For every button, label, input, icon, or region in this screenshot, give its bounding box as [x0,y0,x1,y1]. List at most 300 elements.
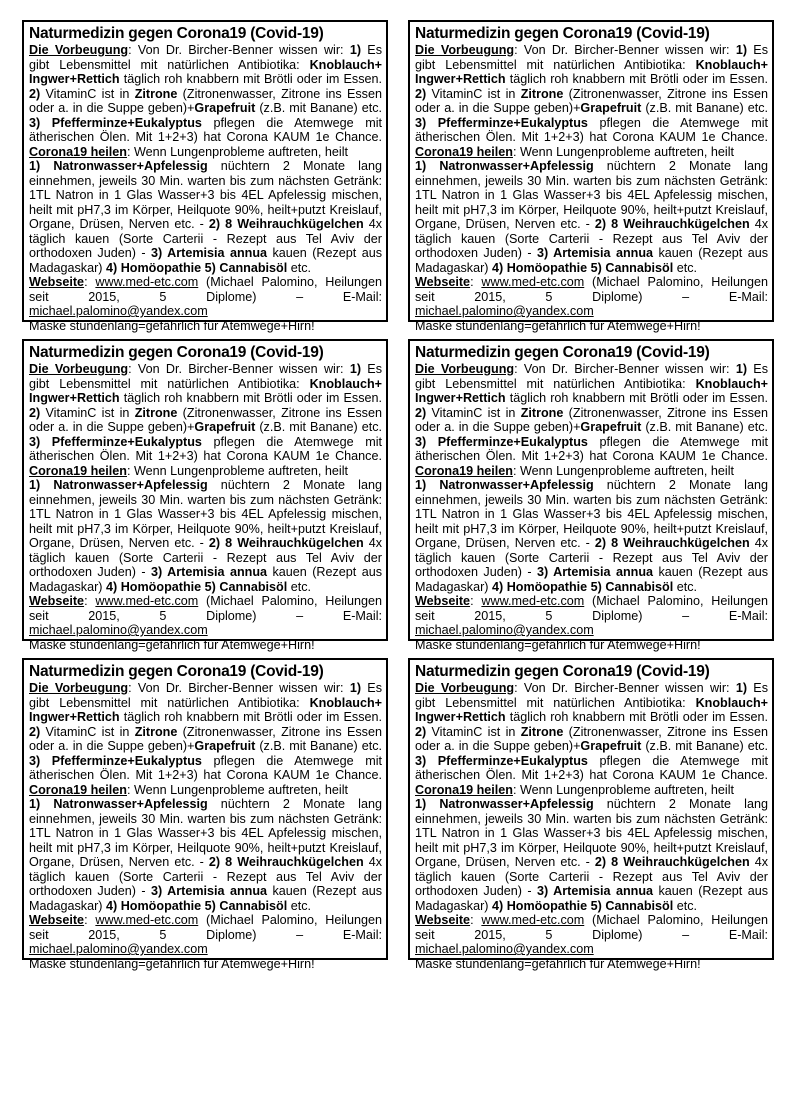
text-run: Zitrone [520,724,564,739]
flyer-line [29,754,382,769]
text-run: 4) Homöopathie 5) Cannabisöl [106,579,288,594]
flyer-line [29,290,382,319]
text-run: 2) 8 Weihrauchkügelchen [208,855,364,869]
flyer-line [29,638,382,653]
text-run: orthodoxen Juden) - [29,565,151,579]
text-run: 4x [363,536,383,550]
text-run: Ingwer+Rettich [29,72,120,86]
text-run: Madagaskar) [415,260,492,275]
text-run: etc. [287,260,312,275]
flyer-line [415,232,768,247]
flyer-line [415,855,768,870]
text-run: oder a. in die Suppe geben)+ [415,101,581,115]
flyer-line [29,246,382,261]
flyer-line [415,681,768,696]
flyer-line [415,638,768,653]
text-run: pflegen die Atemwege mit [587,115,768,130]
text-run: gibt Lebensmittel mit natürlichen Antibiotika: [415,695,696,710]
text-run: 4) Homöopathie 5) Cannabisöl [106,260,288,275]
flyer-line [29,536,382,551]
text-run: (z.B. mit Banane) etc. [641,420,768,434]
text-run: 3) Pfefferminze+Eukalyptus [29,434,202,449]
text-run: Zitrone [134,405,178,420]
flyer-line [415,565,768,580]
flyer-line [29,188,382,203]
flyer-line [415,464,768,479]
flyer-line [29,449,382,464]
flyer-line [29,899,382,914]
text-run: Ingwer+Rettich [415,391,506,405]
flyer-line [415,145,768,160]
text-run: ätherischen Ölen. Mit 1+2+3) hat Corona KAUM 1e Chance. [29,449,382,463]
flyer-line [29,87,382,102]
text-run: Zitrone [520,86,564,101]
text-run: Madagaskar) [29,898,106,913]
text-run: 1) Natronwasser+Apfelessig [415,159,594,173]
text-run: Maske stundenlang=gefährlich für Atemwege+Hirn! [415,318,701,333]
text-run: seit 2015, 5 Diplome) – E-Mail: [29,289,382,304]
text-run: 2) [29,724,41,739]
website-link[interactable]: www.med-etc.com [481,913,585,927]
text-run: : Von Dr. Bircher-Benner wissen wir: [514,681,736,695]
text-run: 1TL Natron in 1 Glas Wasser+3 bis 4EL Apfelessig mischen, [29,507,382,521]
flyer-line [29,362,382,377]
text-run: Zitrone [520,405,564,420]
email-link[interactable]: michael.palomino@yandex.com [29,304,208,318]
text-run: 2) [415,405,427,420]
flyer-card [22,658,388,971]
email-link[interactable]: michael.palomino@yandex.com [415,623,594,637]
text-run: 1TL Natron in 1 Glas Wasser+3 bis 4EL Apfelessig mischen, [415,826,768,840]
flyer-line [29,507,382,522]
text-run: ätherischen Ölen. Mit 1+2+3) hat Corona KAUM 1e Chance. [415,130,768,144]
text-run: oder a. in die Suppe geben)+ [29,420,195,434]
text-run: Organe, Drüsen, Nerven etc. - [415,855,595,869]
text-run: kauen (Rezept aus [267,565,383,579]
text-run: 4x [749,536,769,550]
flyer-line [415,754,768,769]
text-run: : Von Dr. Bircher-Benner wissen wir: [514,43,736,57]
text-run: pflegen die Atemwege mit [587,753,768,768]
website-link[interactable]: www.med-etc.com [95,913,199,927]
text-run: oder a. in die Suppe geben)+ [29,101,195,115]
text-run: seit 2015, 5 Diplome) – E-Mail: [415,289,768,304]
flyer-line [415,884,768,899]
flyer-line [415,957,768,972]
text-run: Maske stundenlang=gefährlich für Atemwege+Hirn! [415,956,701,971]
text-run: 1TL Natron in 1 Glas Wasser+3 bis 4EL Apfelessig mischen, [415,507,768,521]
flyer-line [29,870,382,885]
flyer-line [415,391,768,406]
text-run: Webseite [415,275,471,289]
text-run: kauen (Rezept aus [267,246,383,260]
flyer-line [415,768,768,783]
flyer-line [29,493,382,508]
text-run: : [470,275,482,289]
flyer-line [29,710,382,725]
flyer-title: Naturmedizin gegen Corona19 (Covid-19) [29,344,324,361]
text-run: Madagaskar) [415,579,492,594]
flyer-line [415,797,768,812]
text-run: nüchtern 2 Monate lang [593,478,768,492]
flyer-line [29,928,382,957]
text-run: täglich kauen (Sorte Carterii - Rezept aus Tel Aviv der [415,869,768,884]
text-run: (Michael Palomino, Heilungen [584,594,768,608]
text-run: einnehmen, jeweils 30 Min. warten bis zum nächsten Getränk: [415,492,768,507]
flyer-line [29,594,382,609]
flyer-line [415,246,768,261]
flyer-line [29,159,382,174]
flyer-line [415,290,768,319]
flyer-line [415,203,768,218]
text-run: heilt mit pH7,3 im Körper, Heilquote 90%, heilt+putzt Kreislauf, [415,840,768,855]
flyer-line [29,551,382,566]
text-run: 1) Natronwasser+Apfelessig [29,478,208,492]
text-run: einnehmen, jeweils 30 Min. warten bis zum nächsten Getränk: [415,811,768,826]
flyer-line [415,116,768,131]
text-run: 3) Pfefferminze+Eukalyptus [29,753,202,768]
email-link[interactable]: michael.palomino@yandex.com [29,942,208,956]
flyer-line [415,87,768,102]
text-run: 3) Pfefferminze+Eukalyptus [29,115,202,130]
flyer-line [415,188,768,203]
text-run: 3) Pfefferminze+Eukalyptus [415,753,588,768]
flyer-line [29,174,382,189]
text-run: kauen (Rezept aus [653,884,769,898]
text-run: 4x [363,217,383,231]
text-run: 1TL Natron in 1 Glas Wasser+3 bis 4EL Apfelessig mischen, [29,826,382,840]
text-run: Maske stundenlang=gefährlich für Atemwege+Hirn! [415,637,701,652]
text-run: seit 2015, 5 Diplome) – E-Mail: [29,927,382,942]
text-run: : Wenn Lungenprobleme auftreten, heilt [512,782,734,797]
text-run: täglich kauen (Sorte Carterii - Rezept aus Tel Aviv der [415,231,768,246]
flyer-line [415,435,768,450]
flyer-title: Naturmedizin gegen Corona19 (Covid-19) [415,663,710,680]
text-run: Grapefruit [580,420,642,434]
flyer-line [415,101,768,116]
flyer-line [29,261,382,276]
flyer-line [29,406,382,421]
flyer-line [29,275,382,290]
text-run: täglich kauen (Sorte Carterii - Rezept aus Tel Aviv der [415,550,768,565]
text-run: Knoblauch+ [309,57,382,72]
flyer-line [415,507,768,522]
flyer-line [29,420,382,435]
flyer-line [29,72,382,87]
text-run: 1) [735,43,748,57]
text-run: VitaminC ist in [40,724,135,739]
text-run: (z.B. mit Banane) etc. [641,739,768,753]
text-run: Madagaskar) [29,579,106,594]
text-run: 3) Pfefferminze+Eukalyptus [415,434,588,449]
text-run: gibt Lebensmittel mit natürlichen Antibiotika: [29,57,310,72]
flyer-line [415,536,768,551]
text-run: 1) Natronwasser+Apfelessig [415,797,594,811]
text-run: pflegen die Atemwege mit [201,753,382,768]
website-link[interactable]: www.med-etc.com [95,275,199,289]
text-run: (Michael Palomino, Heilungen [198,275,382,289]
flyer-line [29,232,382,247]
text-run: ätherischen Ölen. Mit 1+2+3) hat Corona KAUM 1e Chance. [415,768,768,782]
text-run: täglich kauen (Sorte Carterii - Rezept aus Tel Aviv der [29,869,382,884]
text-run: Maske stundenlang=gefährlich für Atemwege+Hirn! [29,956,315,971]
text-run: einnehmen, jeweils 30 Min. warten bis zum nächsten Getränk: [415,173,768,188]
text-run: (Michael Palomino, Heilungen [198,913,382,927]
website-link[interactable]: www.med-etc.com [481,594,585,608]
text-run: täglich roh knabbern mit Brötli oder im Essen. [119,710,382,724]
text-run: seit 2015, 5 Diplome) – E-Mail: [415,927,768,942]
text-run: nüchtern 2 Monate lang [593,797,768,811]
text-run: 2) 8 Weihrauchkügelchen [594,855,750,869]
text-run: VitaminC ist in [40,86,135,101]
text-run: gibt Lebensmittel mit natürlichen Antibiotika: [415,376,696,391]
text-run: nüchtern 2 Monate lang [207,478,382,492]
text-run: Webseite [29,594,85,608]
text-run: etc. [673,898,698,913]
text-run: 2) [415,86,427,101]
text-run: Es [747,362,768,376]
text-run: täglich kauen (Sorte Carterii - Rezept aus Tel Aviv der [29,231,382,246]
flyer-line [415,261,768,276]
text-run: einnehmen, jeweils 30 Min. warten bis zum nächsten Getränk: [29,811,382,826]
text-run: 1TL Natron in 1 Glas Wasser+3 bis 4EL Apfelessig mischen, [29,188,382,202]
flyer-line [415,72,768,87]
text-run: etc. [673,260,698,275]
flyer-line [415,130,768,145]
text-run: täglich roh knabbern mit Brötli oder im Essen. [505,710,768,724]
text-run: Die Vorbeugung [29,681,129,695]
text-run: Grapefruit [580,739,642,753]
flyer-line [415,493,768,508]
text-run: 4x [749,855,769,869]
text-run: 3) Artemisia annua [536,884,654,898]
text-run: VitaminC ist in [426,724,521,739]
text-run: täglich kauen (Sorte Carterii - Rezept aus Tel Aviv der [29,550,382,565]
text-run: kauen (Rezept aus [267,884,383,898]
text-run: Knoblauch+ [695,695,768,710]
text-run: 4x [363,855,383,869]
text-run: ätherischen Ölen. Mit 1+2+3) hat Corona KAUM 1e Chance. [29,130,382,144]
flyer-line [29,681,382,696]
text-run: Die Vorbeugung [415,681,515,695]
text-run: : [470,913,482,927]
text-run: 3) Artemisia annua [536,565,654,579]
flyer-card [408,20,774,333]
text-run: : Von Dr. Bircher-Benner wissen wir: [128,681,350,695]
text-run: Ingwer+Rettich [29,710,120,724]
email-link[interactable]: michael.palomino@yandex.com [29,623,208,637]
text-run: heilt mit pH7,3 im Körper, Heilquote 90%, heilt+putzt Kreislauf, [415,202,768,217]
text-run: (Zitronenwasser, Zitrone ins Essen [563,86,768,101]
flyer-line [415,739,768,754]
text-run: Organe, Drüsen, Nerven etc. - [29,217,209,231]
flyer-line [415,217,768,232]
text-run: ätherischen Ölen. Mit 1+2+3) hat Corona KAUM 1e Chance. [415,449,768,463]
flyer-line [29,58,382,73]
flyer-line [415,594,768,609]
text-run: Organe, Drüsen, Nerven etc. - [29,536,209,550]
text-run: Grapefruit [194,420,256,434]
email-link[interactable]: michael.palomino@yandex.com [415,942,594,956]
text-run: Organe, Drüsen, Nerven etc. - [29,855,209,869]
flyer-line [415,710,768,725]
text-run: kauen (Rezept aus [653,565,769,579]
text-run: Es [747,43,768,57]
text-run: (z.B. mit Banane) etc. [255,739,382,753]
text-run: Organe, Drüsen, Nerven etc. - [415,536,595,550]
text-run: 1) [349,681,362,695]
flyer-card [408,339,774,652]
flyer-line [415,58,768,73]
text-run: : Von Dr. Bircher-Benner wissen wir: [128,43,350,57]
text-run: pflegen die Atemwege mit [201,434,382,449]
email-link[interactable]: michael.palomino@yandex.com [415,304,594,318]
text-run: (Zitronenwasser, Zitrone ins Essen [177,724,382,739]
flyer-line [415,609,768,638]
text-run: 1) [349,43,362,57]
text-run: 4) Homöopathie 5) Cannabisöl [106,898,288,913]
text-run: Knoblauch+ [309,376,382,391]
flyer-line [29,580,382,595]
text-run: Maske stundenlang=gefährlich für Atemwege+Hirn! [29,637,315,652]
flyer-line [29,957,382,972]
text-run: (Michael Palomino, Heilungen [584,275,768,289]
text-run: gibt Lebensmittel mit natürlichen Antibiotika: [415,57,696,72]
text-run: orthodoxen Juden) - [415,246,537,260]
text-run: Webseite [415,594,471,608]
text-run: heilt mit pH7,3 im Körper, Heilquote 90%, heilt+putzt Kreislauf, [415,521,768,536]
flyer-line [29,841,382,856]
text-run: 4) Homöopathie 5) Cannabisöl [492,579,674,594]
flyer-line [415,870,768,885]
flyer-line [29,884,382,899]
text-run: Grapefruit [580,101,642,115]
text-run: Ingwer+Rettich [415,710,506,724]
flyer-line [29,101,382,116]
flyer-line [415,159,768,174]
text-run: Es [361,681,382,695]
text-run: (z.B. mit Banane) etc. [255,420,382,434]
text-run: 2) 8 Weihrauchkügelchen [594,536,750,550]
text-run: (Zitronenwasser, Zitrone ins Essen [177,86,382,101]
text-run: orthodoxen Juden) - [415,884,537,898]
flyer-line [29,319,382,334]
text-run: Webseite [415,913,471,927]
website-link[interactable]: www.med-etc.com [481,275,585,289]
text-run: heilt mit pH7,3 im Körper, Heilquote 90%, heilt+putzt Kreislauf, [29,202,382,217]
text-run: etc. [287,898,312,913]
text-run: Maske stundenlang=gefährlich für Atemwege+Hirn! [29,318,315,333]
text-run: kauen (Rezept aus [653,246,769,260]
flyer-line [29,855,382,870]
text-run: oder a. in die Suppe geben)+ [29,739,195,753]
text-run: 1) [349,362,362,376]
text-run: heilt mit pH7,3 im Körper, Heilquote 90%, heilt+putzt Kreislauf, [29,521,382,536]
text-run: nüchtern 2 Monate lang [593,159,768,173]
flyer-line [29,768,382,783]
text-run: 4) Homöopathie 5) Cannabisöl [492,898,674,913]
flyer-line [29,696,382,711]
flyer-line [415,43,768,58]
text-run: 1) Natronwasser+Apfelessig [29,797,208,811]
text-run: : [470,594,482,608]
flyer-line [29,145,382,160]
flyer-line [29,203,382,218]
text-run: Es [361,43,382,57]
text-run: Die Vorbeugung [29,362,129,376]
text-run: Organe, Drüsen, Nerven etc. - [415,217,595,231]
text-run: Corona19 heilen [415,144,513,159]
text-run: einnehmen, jeweils 30 Min. warten bis zum nächsten Getränk: [29,173,382,188]
text-run: (z.B. mit Banane) etc. [255,101,382,115]
flyer-line [415,841,768,856]
text-run: Die Vorbeugung [415,43,515,57]
text-run: : Wenn Lungenprobleme auftreten, heilt [126,144,348,159]
text-run: pflegen die Atemwege mit [201,115,382,130]
flyer-line [29,609,382,638]
text-run: 1) [735,681,748,695]
text-run: Corona19 heilen [29,463,127,478]
text-run: Ingwer+Rettich [415,72,506,86]
flyer-line [29,725,382,740]
text-run: Zitrone [134,86,178,101]
flyer-grid [22,20,774,971]
flyer-line [415,580,768,595]
text-run: täglich roh knabbern mit Brötli oder im Essen. [119,72,382,86]
flyer-line [415,812,768,827]
text-run: 2) [29,405,41,420]
flyer-line [29,812,382,827]
flyer-line [415,174,768,189]
text-run: (Zitronenwasser, Zitrone ins Essen [563,405,768,420]
text-run: Corona19 heilen [29,144,127,159]
flyer-line [415,899,768,914]
flyer-line [415,478,768,493]
flyer-line [29,797,382,812]
text-run: (Zitronenwasser, Zitrone ins Essen [563,724,768,739]
text-run: ätherischen Ölen. Mit 1+2+3) hat Corona KAUM 1e Chance. [29,768,382,782]
text-run: Zitrone [134,724,178,739]
flyer-line [29,116,382,131]
text-run: orthodoxen Juden) - [415,565,537,579]
text-run: Madagaskar) [29,260,106,275]
text-run: (Michael Palomino, Heilungen [198,594,382,608]
text-run: oder a. in die Suppe geben)+ [415,420,581,434]
text-run: täglich roh knabbern mit Brötli oder im Essen. [505,72,768,86]
flyer-line [415,551,768,566]
flyer-line [29,913,382,928]
text-run: 1) Natronwasser+Apfelessig [415,478,594,492]
text-run: 3) Pfefferminze+Eukalyptus [415,115,588,130]
flyer-line [29,435,382,450]
text-run: Es [361,362,382,376]
website-link[interactable]: www.med-etc.com [95,594,199,608]
text-run: Corona19 heilen [415,782,513,797]
flyer-title: Naturmedizin gegen Corona19 (Covid-19) [29,25,324,42]
text-run: Corona19 heilen [415,463,513,478]
text-run: seit 2015, 5 Diplome) – E-Mail: [415,608,768,623]
flyer-line [415,377,768,392]
text-run: Knoblauch+ [309,695,382,710]
text-run: Die Vorbeugung [29,43,129,57]
text-run: : Wenn Lungenprobleme auftreten, heilt [512,144,734,159]
flyer-line [415,319,768,334]
flyer-line [415,275,768,290]
text-run: einnehmen, jeweils 30 Min. warten bis zum nächsten Getränk: [29,492,382,507]
text-run: Webseite [29,275,85,289]
flyer-card [22,20,388,333]
text-run: 3) Artemisia annua [150,884,268,898]
